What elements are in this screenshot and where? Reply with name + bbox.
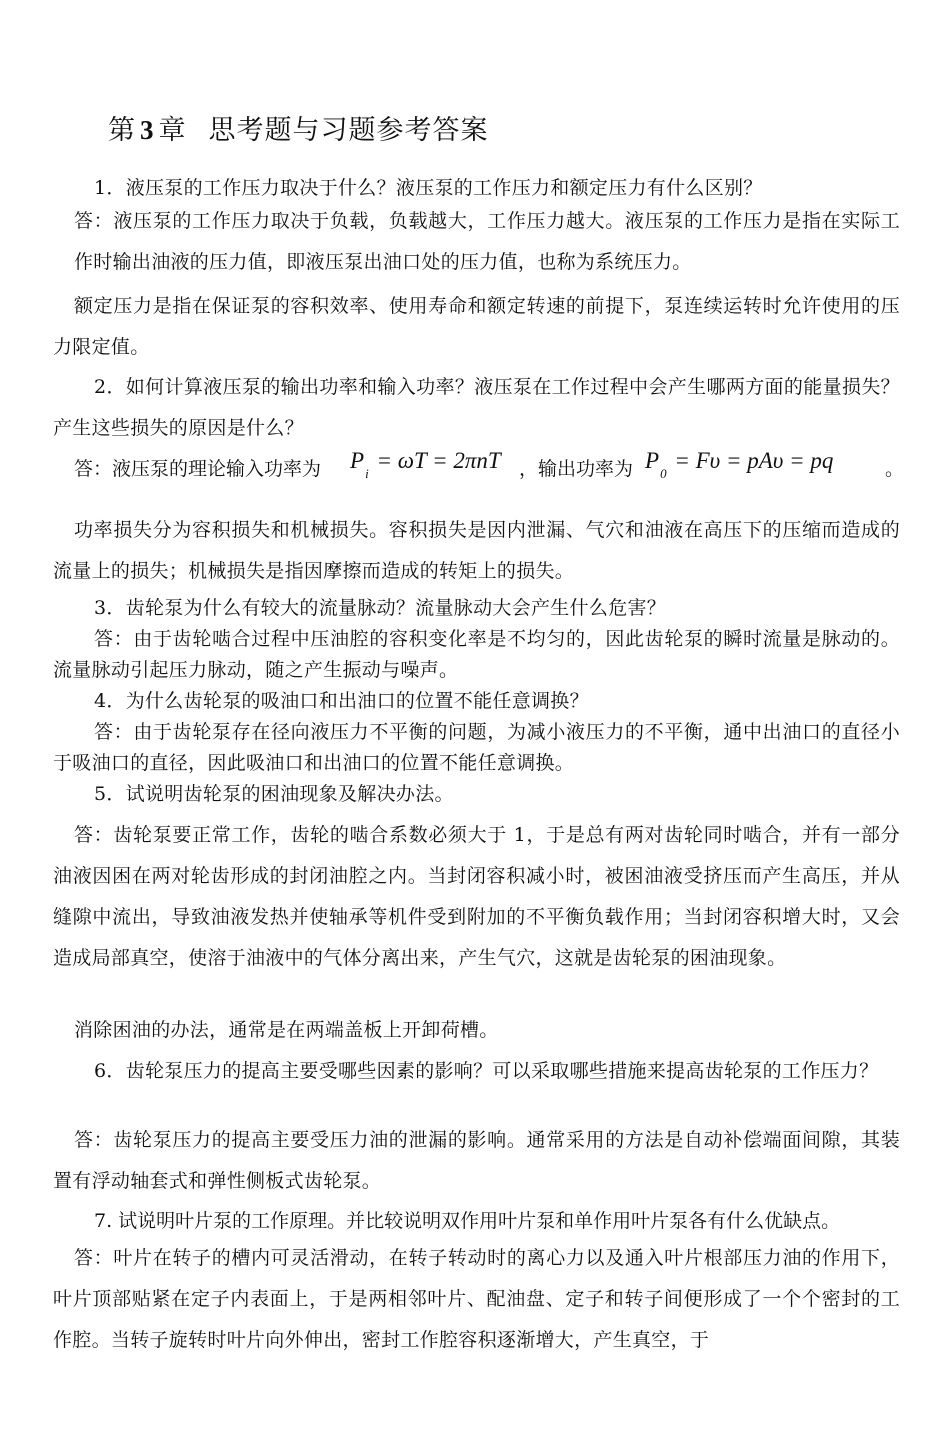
- answer-1-text: 答：液压泵的工作压力取决于负载，负载越大，工作压力越大。液压泵的工作压力是指在实际工作时输出油液的压力值，即液压泵出油口处的压力值，也称为系统压力。: [74, 210, 900, 273]
- question-5: 5．试说明齿轮泵的困油现象及解决办法。: [94, 783, 454, 805]
- answer-5-solution: 消除困油的办法，通常是在两端盖板上开卸荷槽。: [74, 1019, 499, 1041]
- answer-2-power-loss: 功率损失分为容积损失和机械损失。容积损失是因内泄漏、气穴和油液在高压下的压缩而造成的流量上的损失；机械损失是指因摩擦而造成的转矩上的损失。: [53, 519, 900, 582]
- answer-6: 答：齿轮泵压力的提高主要受压力油的泄漏的影响。通常采用的方法是自动补偿端面间隙，其装置有浮动轴套式和弹性侧板式齿轮泵。: [53, 1129, 900, 1192]
- answer-4: 答：由于齿轮泵存在径向液压力不平衡的问题，为减小液压力的不平衡，通中出油口的直径小于吸油口的直径，因此吸油口和出油口的位置不能任意调换。: [53, 721, 900, 774]
- output-power-subscript: 0: [660, 466, 667, 481]
- question-7: 7. 试说明叶片泵的工作原理。并比较说明双作用叶片泵和单作用叶片泵各有什么优缺点。: [94, 1210, 841, 1232]
- answer-1-rated-pressure: 额定压力是指在保证泵的容积效率、使用寿命和额定转速的前提下，泵连续运转时允许使用的压力限定值。: [53, 295, 900, 358]
- chapter-title-text: 思考题与习题参考答案: [208, 115, 489, 146]
- chapter-number: 3: [140, 115, 155, 145]
- output-power-expression: = Fυ = pAυ = pq: [674, 448, 834, 473]
- input-power-formula: [350, 448, 501, 481]
- question-1: 1．液压泵的工作压力取决于什么？液压泵的工作压力和额定压力有什么区别？: [94, 177, 763, 199]
- input-power-expression: = ωT = 2πnT: [376, 448, 501, 473]
- answer-2-prefix: 答：液压泵的理论输入功率为: [74, 458, 322, 480]
- output-power-symbol: P: [645, 448, 660, 473]
- chapter-title: [108, 110, 489, 151]
- answer-2-middle: ，输出功率为: [519, 458, 634, 480]
- chapter-prefix: 第: [108, 115, 136, 146]
- question-6: 6．齿轮泵压力的提高主要受哪些因素的影响？可以采取哪些措施来提高齿轮泵的工作压力？: [94, 1060, 879, 1082]
- chapter-suffix: 章: [158, 115, 187, 146]
- answer-2-end: 。: [885, 458, 905, 480]
- answer-1: [74, 201, 900, 283]
- output-power-formula: [645, 448, 834, 481]
- answer-5: 答：齿轮泵要正常工作，齿轮的啮合系数必须大于 1，于是总有两对齿轮同时啮合，并有一部分油液因困在两对轮齿形成的封闭油腔之内。当封闭容积减小时，被困油液受挤压而产生高压，并从缝隙中流出，导致油液发热并使轴承等机件受到附加的不平衡负载作用；当封闭容积增大时，又会造成局部真空，使溶于油液中的气体分离出来，产生气穴，这就是齿轮泵的困油现象。: [53, 824, 900, 969]
- question-4: 4．为什么齿轮泵的吸油口和出油口的位置不能任意调换？: [94, 690, 589, 712]
- question-2: 2．如何计算液压泵的输出功率和输入功率？液压泵在工作过程中会产生哪两方面的能量损失？产生这些损失的原因是什么？: [53, 376, 900, 439]
- input-power-subscript: i: [365, 466, 369, 481]
- question-3: 3．齿轮泵为什么有较大的流量脉动？流量脉动大会产生什么危害？: [94, 597, 667, 619]
- answer-3: 答：由于齿轮啮合过程中压油腔的容积变化率是不均匀的，因此齿轮泵的瞬时流量是脉动的。流量脉动引起压力脉动，随之产生振动与噪声。: [53, 628, 900, 681]
- input-power-symbol: P: [350, 448, 365, 473]
- answer-2-formula-line: [53, 446, 905, 490]
- answer-7: 答：叶片在转子的槽内可灵活滑动，在转子转动时的离心力以及通入叶片根部压力油的作用下，叶片顶部贴紧在定子内表面上，于是两相邻叶片、配油盘、定子和转子间便形成了一个个密封的工作腔。当转子旋转时叶片向外伸出，密封工作腔容积逐渐增大，产生真空，于: [53, 1247, 900, 1351]
